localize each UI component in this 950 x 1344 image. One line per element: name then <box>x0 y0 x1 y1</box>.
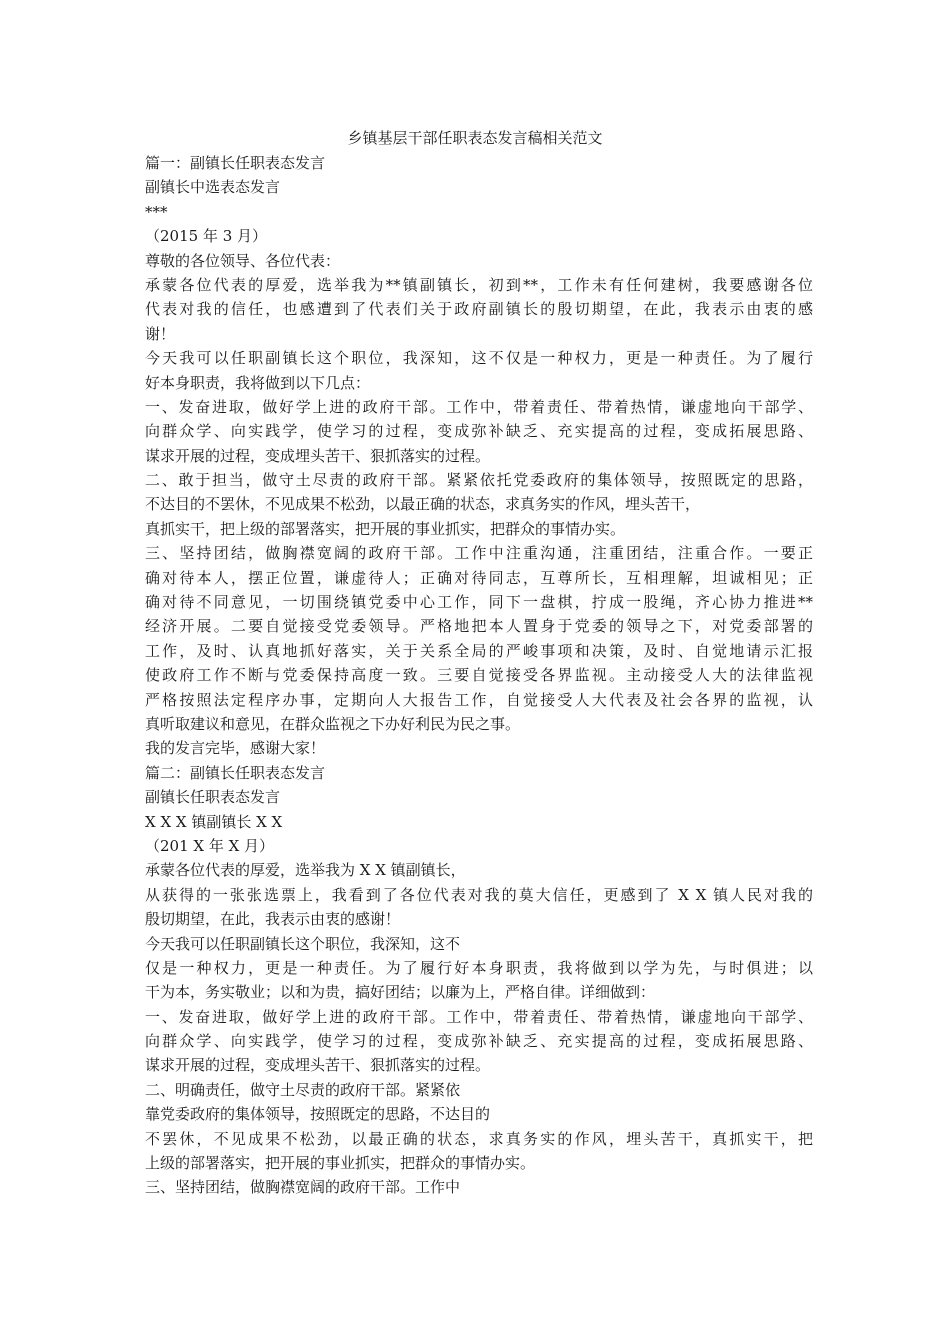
body-line: 我的发言完毕，感谢大家！ <box>145 739 326 758</box>
body-line: 副镇长中选表态发言 <box>145 178 281 197</box>
body-line: X X X 镇副镇长 X X <box>145 812 283 831</box>
body-line: 一、发奋进取，做好学上进的政府干部。工作中，带着责任、带着热情，谦虚地向干部学、 <box>145 397 813 416</box>
body-line: *** <box>145 202 168 221</box>
body-line: 篇二：副镇长任职表态发言 <box>145 763 326 782</box>
body-line: 上级的部署落实，把开展的事业抓实，把群众的事情办实。 <box>145 1154 536 1173</box>
body-line: 今天我可以任职副镇长这个职位，我深知，这不仅是一种权力，更是一种责任。为了履行 <box>145 349 813 368</box>
body-line: 向群众学、向实践学，使学习的过程，变成弥补缺乏、充实提高的过程，变成拓展思路、 <box>145 1032 813 1051</box>
body-line: 谋求开展的过程，变成埋头苦干、狠抓落实的过程。 <box>145 1056 491 1075</box>
body-line: 靠党委政府的集体领导，按照既定的思路，不达目的 <box>145 1105 491 1124</box>
body-line: 三、坚持团结，做胸襟宽阔的政府干部。工作中注重沟通，注重团结，注重合作。一要正 <box>145 544 813 563</box>
body-line: 干为本，务实敬业；以和为贵，搞好团结；以廉为上，严格自律。详细做到： <box>145 983 656 1002</box>
document-title: 乡镇基层干部任职表态发言稿相关范文 <box>347 129 603 147</box>
body-line: 仅是一种权力，更是一种责任。为了履行好本身职责，我将做到以学为先，与时俱进；以 <box>145 958 813 977</box>
body-line: 三、坚持团结，做胸襟宽阔的政府干部。工作中 <box>145 1178 461 1197</box>
body-line: 使政府工作不断与党委保持高度一致。三要自觉接受各界监视。主动接受人大的法律监视 <box>145 666 813 685</box>
body-line: 真听取建议和意见，在群众监视之下办好利民为民之事。 <box>145 714 521 733</box>
body-line: 谋求开展的过程，变成埋头苦干、狠抓落实的过程。 <box>145 446 491 465</box>
body-line: 不达目的不罢休，不见成果不松劲，以最正确的状态，求真务实的作风，埋头苦干， <box>145 495 701 514</box>
body-line: 殷切期望，在此，我表示由衷的感谢！ <box>145 910 401 929</box>
body-line: 工作，及时、认真地抓好落实，关于关系全局的严峻事项和决策，及时、自觉地请示汇报 <box>145 641 813 660</box>
body-line: 从获得的一张张选票上，我看到了各位代表对我的莫大信任，更感到了 X X 镇人民对我的 <box>145 885 813 904</box>
body-line: 二、明确责任，做守土尽责的政府干部。紧紧依 <box>145 1080 461 1099</box>
body-line: （2015 年 3 月） <box>145 227 268 246</box>
body-line: （201 X 年 X 月） <box>145 836 275 855</box>
body-line: 真抓实干，把上级的部署落实，把开展的事业抓实，把群众的事情办实。 <box>145 519 626 538</box>
body-line: 谢！ <box>145 324 176 343</box>
body-line: 承蒙各位代表的厚爱，选举我为**镇副镇长，初到**，工作未有任何建树，我要感谢各位 <box>145 275 813 294</box>
body-line: 经济开展。二要自觉接受党委领导。严格地把本人置身于党委的领导之下，对党委部署的 <box>145 617 813 636</box>
document-body <box>145 151 813 1200</box>
body-line: 确对待本人，摆正位置，谦虚待人；正确对待同志，互尊所长，互相理解，坦诚相见；正 <box>145 568 813 587</box>
body-line: 代表对我的信任，也感遭到了代表们关于政府副镇长的殷切期望，在此，我表示由衷的感 <box>145 300 813 319</box>
body-line: 好本身职责，我将做到以下几点： <box>145 373 371 392</box>
body-line: 向群众学、向实践学，使学习的过程，变成弥补缺乏、充实提高的过程，变成拓展思路、 <box>145 422 813 441</box>
body-line: 一、发奋进取，做好学上进的政府干部。工作中，带着责任、带着热情，谦虚地向干部学、 <box>145 1007 813 1026</box>
body-line: 篇一：副镇长任职表态发言 <box>145 154 326 172</box>
body-line: 尊敬的各位领导、各位代表： <box>145 251 341 270</box>
body-line: 今天我可以任职副镇长这个职位，我深知，这不 <box>145 934 461 953</box>
body-line: 不罢休，不见成果不松劲，以最正确的状态，求真务实的作风，埋头苦干，真抓实干，把 <box>145 1129 813 1148</box>
body-line: 严格按照法定程序办事，定期向人大报告工作，自觉接受人大代表及社会各界的监视，认 <box>145 690 813 709</box>
body-line: 确对待不同意见，一切围绕镇党委中心工作，同下一盘棋，拧成一股绳，齐心协力推进** <box>145 593 813 612</box>
body-line: 承蒙各位代表的厚爱，选举我为 X X 镇副镇长， <box>145 861 466 880</box>
body-line: 副镇长任职表态发言 <box>145 788 281 807</box>
body-line: 二、敢于担当，做守土尽责的政府干部。紧紧依托党委政府的集体领导，按照既定的思路， <box>145 471 813 490</box>
